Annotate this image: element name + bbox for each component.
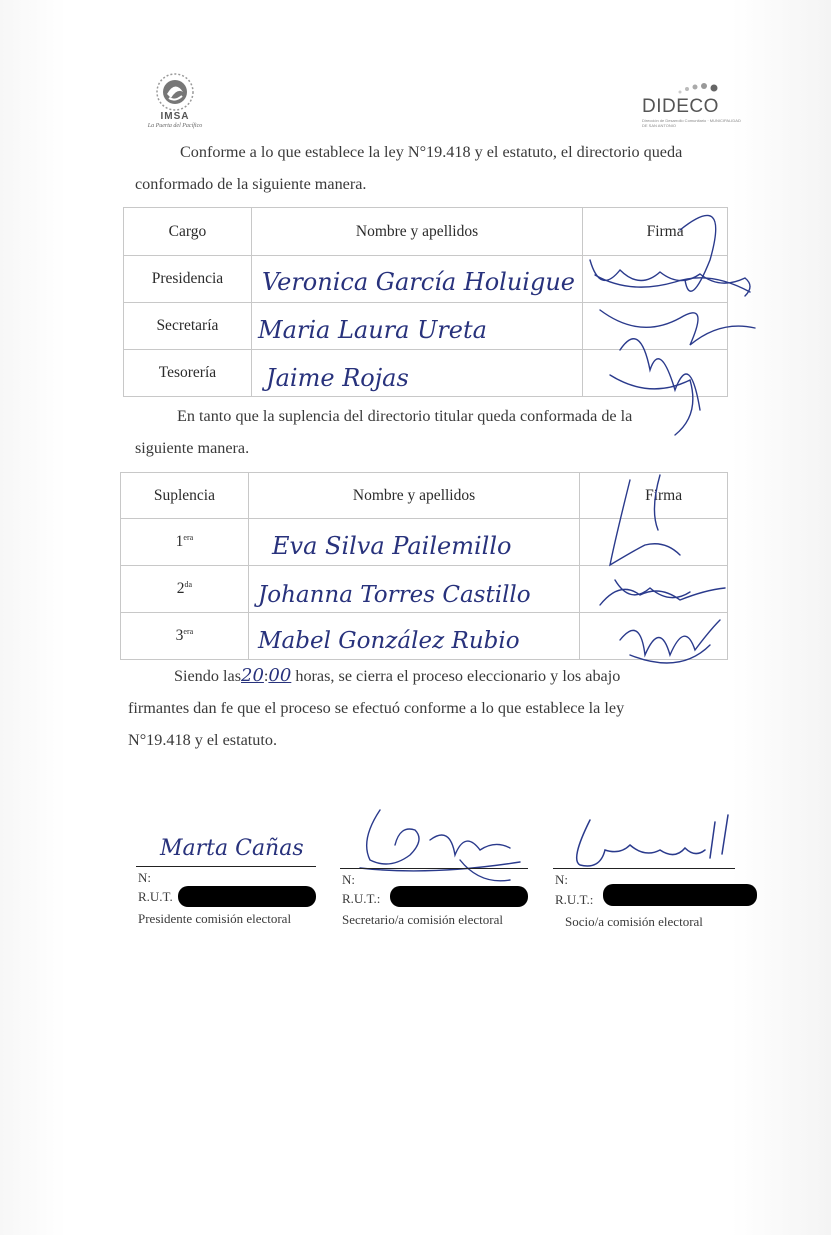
closing-prefix: Siendo las [174,667,241,685]
signatory-1-n-label: N: [138,870,151,885]
closing-line-2: firmantes dan fe que el proceso se efectuó conforme a lo que establece la ley [128,699,625,717]
board-cargo: Secretaría [124,303,252,350]
imsa-emblem-icon [153,72,197,112]
intro-line-1: Conforme a lo que establece la ley N°19.418 y el estatuto, el directorio queda [180,143,683,161]
signature-line-socio [553,868,735,869]
order-suffix: da [184,579,193,589]
closing-minutes: 00 [268,665,292,686]
signature-presidente: Marta Cañas [160,836,304,861]
signatory-3-role: Socio/a comisión electoral [565,914,703,929]
redaction-bar [178,886,316,907]
substitute-signatures-drawing [590,470,740,670]
board-cargo: Tesorería [124,350,252,397]
closing-paragraph [128,660,728,756]
substitute-order [121,519,249,566]
closing-colon: : [263,667,269,685]
order-suffix: era [183,626,194,636]
substitute-header-firma: Firma [580,473,728,519]
board-header-cargo: Cargo [124,208,252,256]
closing-hour: 20 [241,665,264,686]
order-number: 1 [175,533,184,551]
handwritten-name-suplente-2: Johanna Torres Castillo [258,582,531,608]
order-number: 2 [176,580,185,598]
signatory-1-rut-label: R.U.T. [138,889,173,904]
dideco-name: DIDECO [642,96,719,117]
signature-line-secretario [340,868,528,869]
intro-line-2: conformado de la siguiente manera. [135,175,367,193]
signatory-2-n-label: N: [342,872,355,887]
intro-paragraph [135,136,725,200]
substitute-order [121,566,249,613]
handwritten-name-secretaria: Maria Laura Ureta [258,316,487,344]
signatory-1-role: Presidente comisión electoral [138,911,292,926]
dideco-subtitle: Dirección de Desarrollo Comunitario · MUNICIPALIDAD DE SAN ANTONIO [642,118,741,128]
signatory-3-rut-label: R.U.T.: [555,892,594,907]
handwritten-name-tesoreria: Jaime Rojas [266,364,409,392]
signature-line-presidente [136,866,316,867]
handwritten-name-suplente-1: Eva Silva Pailemillo [272,532,512,560]
signatory-2-rut-label: R.U.T.: [342,891,381,906]
imsa-logo [130,72,220,138]
signature-socio-drawing [560,810,740,880]
redaction-bar [390,886,528,907]
board-header-nombre: Nombre y apellidos [251,208,582,256]
handwritten-name-suplente-3: Mabel González Rubio [258,628,520,654]
board-cargo: Presidencia [124,256,252,303]
signature-secretario-drawing [340,800,530,890]
signatory-3-n-label: N: [555,872,568,887]
order-number: 3 [175,627,184,645]
board-signatures-drawing [580,200,760,440]
order-suffix: era [183,532,194,542]
closing-line-1-rest: horas, se cierra el proceso eleccionario y los abajo [295,667,621,685]
signatory-2-role: Secretario/a comisión electoral [342,912,503,927]
redaction-bar [603,884,757,906]
substitute-header-suplencia: Suplencia [121,473,249,519]
closing-line-3: N°19.418 y el estatuto. [128,731,277,749]
board-header-firma: Firma [583,208,728,256]
substitute-header-nombre: Nombre y apellidos [248,473,579,519]
handwritten-name-presidencia: Veronica García Holuigue [262,268,575,296]
imsa-acronym: IMSA [160,111,190,122]
dideco-logo [636,80,741,132]
middle-line-2: siguiente manera. [135,439,250,457]
middle-line-1: En tanto que la suplencia del directorio titular queda conformada de la [177,407,633,425]
imsa-tagline: La Puerta del Pacífico [147,123,203,129]
substitute-order [121,613,249,660]
dideco-dots-icon [676,80,726,96]
